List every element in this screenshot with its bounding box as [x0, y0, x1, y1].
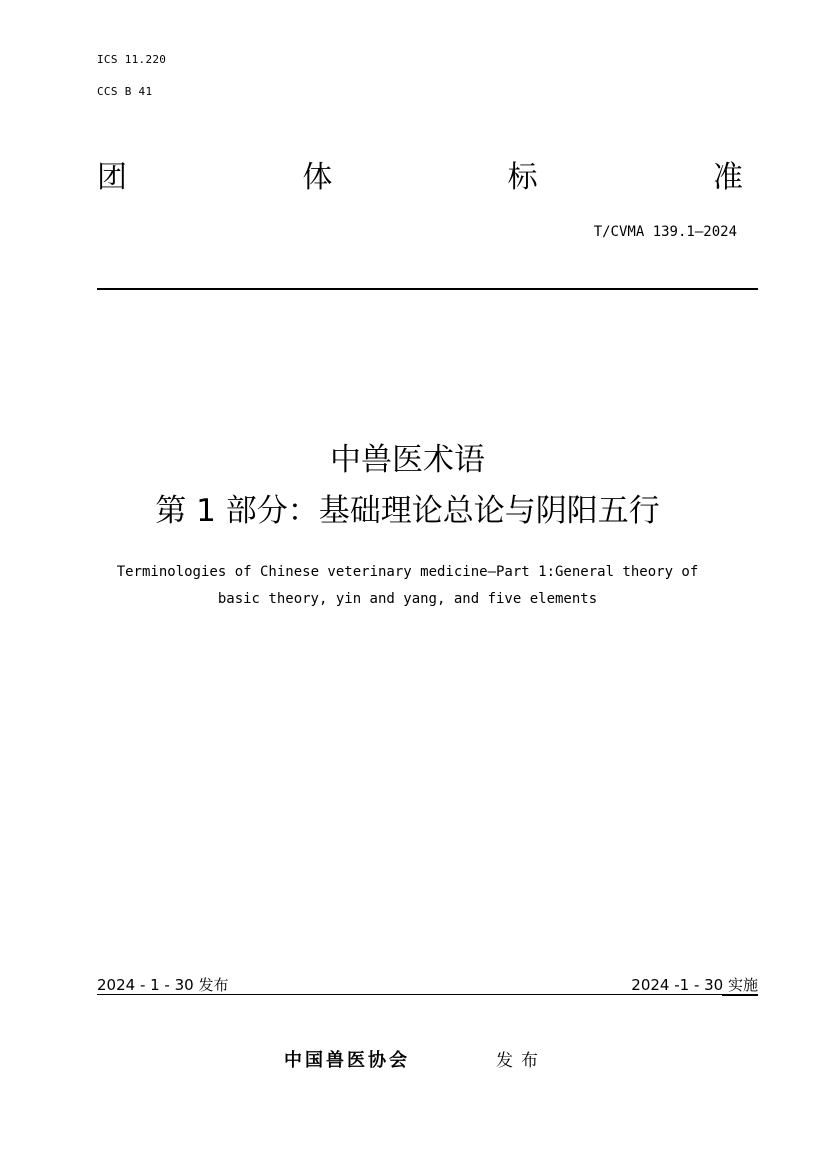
ics-code: ICS 11.220 — [97, 53, 167, 66]
standard-type-char: 准 — [712, 160, 743, 195]
document-subtitle: 第 1 部分：基础理论总论与阴阳五行 — [155, 493, 660, 529]
standard-type-char: 团 — [97, 160, 127, 195]
standard-number: T/CVMA 139.1—2024 — [593, 224, 737, 240]
header-divider — [97, 288, 758, 290]
implementation-underline — [722, 995, 758, 996]
issue-date: 2024 - 1 - 30 发布 — [97, 976, 229, 994]
document-title: 中兽医术语 — [330, 442, 485, 478]
implementation-date: 2024 -1 - 30 实施 — [631, 976, 758, 994]
ccs-code: CCS B 41 — [97, 85, 153, 98]
standard-type-heading — [97, 158, 743, 198]
publisher-name: 中国兽医协会 — [284, 1050, 410, 1071]
english-title-line-2: basic theory, yin and yang, and five elements — [217, 591, 598, 607]
standard-type-char: 体 — [302, 160, 333, 195]
english-title-line-1: Terminologies of Chinese veterinary medicine—Part 1:General theory of — [116, 564, 699, 580]
publish-label: 发布 — [496, 1051, 546, 1071]
standard-type-char: 标 — [507, 160, 538, 195]
footer-divider — [97, 994, 758, 995]
